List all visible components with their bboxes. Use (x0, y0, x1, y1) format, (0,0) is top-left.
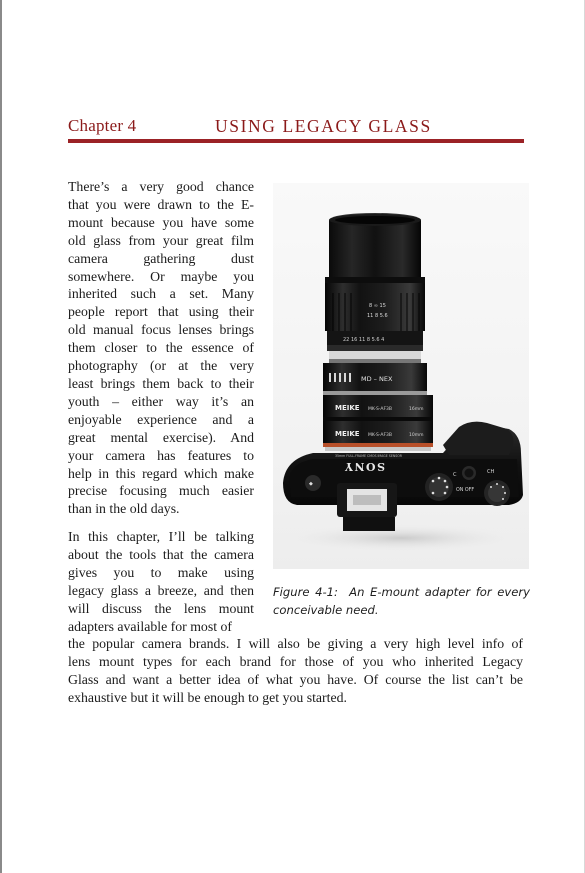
text-line: your camera has features to (68, 447, 254, 463)
text-line: mount because you have some (68, 214, 254, 230)
caption-text-2: conceivable need. (273, 602, 379, 617)
svg-text:22 16 11 8 5.6 4: 22 16 11 8 5.6 4 (343, 337, 385, 343)
paragraph-chapter-overview-continued (68, 635, 523, 707)
text-line: them closer to the essence of (68, 340, 254, 356)
paragraph-intro (68, 178, 254, 518)
text-line: lens mount types for each brand for those of you who inherited Legacy (68, 653, 523, 669)
text-line: There’s a very good chance (68, 179, 254, 194)
chapter-number: Chapter 4 (68, 116, 137, 135)
c-button-label: C (453, 472, 457, 478)
text-line: exhaustive but it will be enough to get you started. (68, 689, 347, 705)
ring1-size: 16mm (409, 407, 424, 412)
text-line: Glass and want a better idea of what you have. Of course the list can’t be (68, 671, 523, 687)
ch-label: CH (487, 469, 495, 475)
header-rule (68, 139, 524, 143)
text-line: adapters available for most of (68, 618, 232, 634)
sensor-label: 35mm FULL-FRAME CMOS IMAGE SENSOR (335, 454, 402, 458)
figure-label: Figure 4-1: (273, 585, 338, 599)
text-line: inherited such a set. Many (68, 286, 254, 302)
text-line: than in the old days. (68, 501, 180, 517)
ring2-brand: MEIKE (335, 430, 360, 438)
adapter-label: MD – NEX (361, 375, 393, 383)
chapter-title: USING LEGACY GLASS (215, 116, 432, 136)
on-off-label: ON OFF (456, 488, 475, 493)
page-left-edge (0, 0, 2, 873)
camera-brand-logo: SONY (343, 460, 385, 473)
caption-text-1: An E-mount adapter for every (349, 585, 531, 599)
text-line: somewhere. Or maybe you (68, 268, 254, 284)
text-line: youth – either way it’s an (68, 393, 254, 409)
ring1-brand: MEIKE (335, 404, 360, 412)
text-line: that you were drawn to the E- (68, 196, 254, 212)
ring2-model: MK-S-AF3B (368, 433, 392, 438)
text-line: photography (or at the very (68, 358, 254, 374)
text-line: the popular camera brands. I will also be giving a very high level info of (68, 636, 523, 651)
chapter-header (68, 116, 524, 138)
text-line: old glass from your great film (68, 232, 254, 248)
svg-text:11 8 5.6: 11 8 5.6 (367, 313, 388, 319)
caption-line-1 (273, 584, 530, 602)
svg-text:8 ∞ 15: 8 ∞ 15 (369, 303, 386, 309)
text-line: precise focusing much easier (68, 483, 254, 499)
text-line: In this chapter, I’ll be talking (68, 529, 254, 544)
text-line: enjoyable experience and a (68, 411, 254, 427)
camera-lens-illustration (273, 183, 529, 569)
text-line: legacy glass a breeze, and then (68, 582, 254, 598)
text-line: people report that using their (68, 304, 254, 320)
text-line: will discuss the lens mount (68, 600, 254, 616)
text-line: help in this regard which make (68, 465, 254, 481)
text-line: about the tools that the camera (68, 546, 254, 562)
paragraph-chapter-overview (68, 528, 254, 635)
text-line: camera gathering dust (68, 250, 254, 266)
text-line: old manual focus lenses brings (68, 322, 254, 338)
text-line: gives you to make using (68, 564, 254, 580)
ring1-model: MK-S-AF3B (368, 407, 392, 412)
text-line: great mental exercise). And (68, 429, 254, 445)
figure-camera-adapter-photo (273, 183, 529, 569)
text-line: least brings them back to their (68, 375, 254, 391)
figure-caption (273, 584, 530, 619)
ring2-size: 10mm (409, 433, 424, 438)
svg-text:◆: ◆ (309, 481, 313, 487)
